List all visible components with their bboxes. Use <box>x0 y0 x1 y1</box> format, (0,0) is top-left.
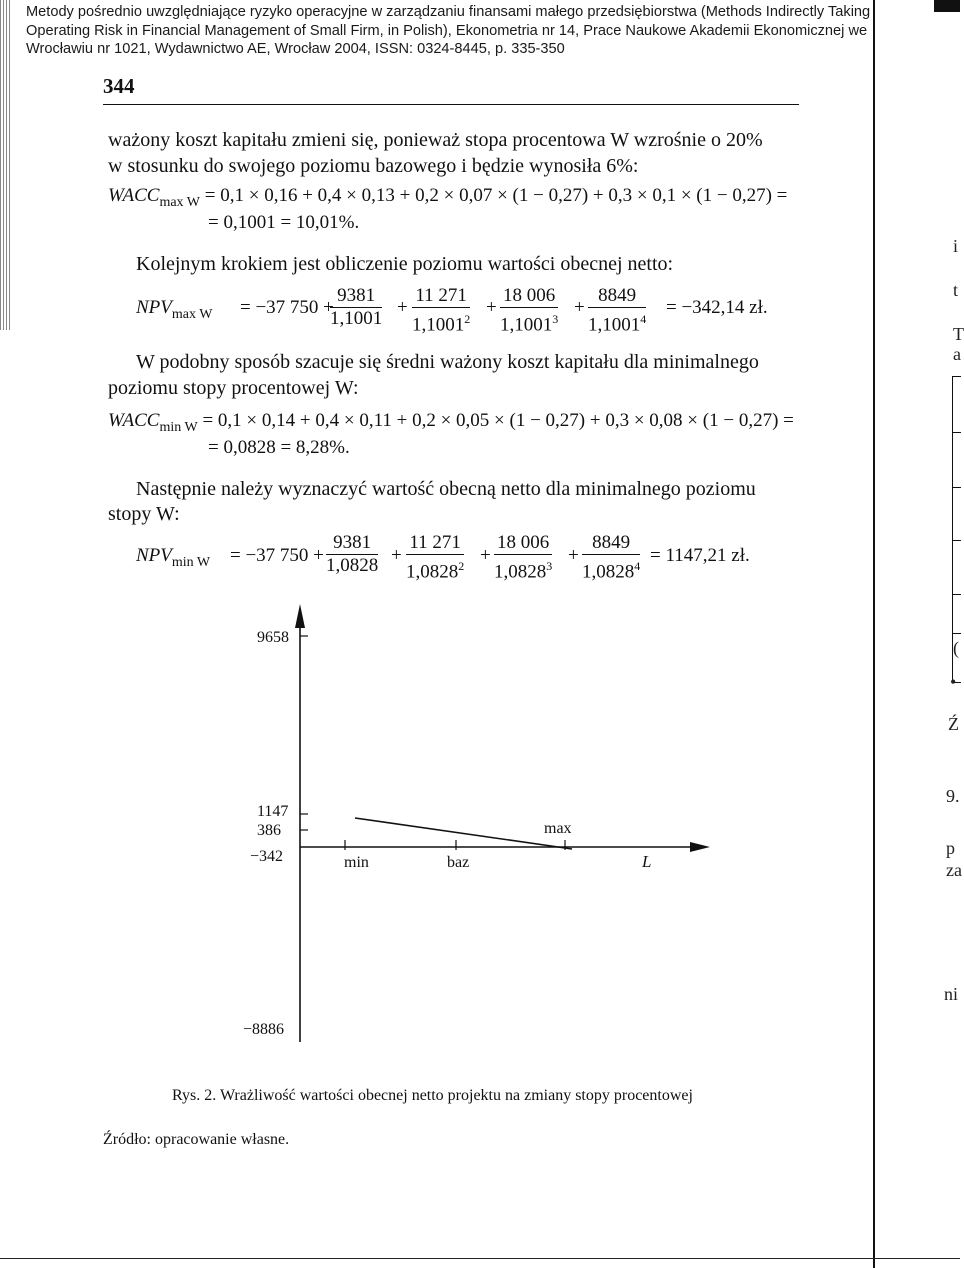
page-number: 344 <box>103 74 135 98</box>
npv-min-prefix: = −37 750 + <box>230 545 324 566</box>
plus-sign: + <box>397 297 408 318</box>
npv-max-term-2-base: 1,1001 <box>412 314 465 336</box>
npv-min-result: = 1147,21 zł. <box>650 545 750 566</box>
npv-min-symbol: NPV <box>136 545 172 566</box>
npv-max-term-1-num: 9381 <box>330 285 382 308</box>
npv-min-term-3-exp: 3 <box>546 559 553 573</box>
y-tick-label-1147: 1147 <box>257 803 289 820</box>
npv-max-term-3-num: 18 006 <box>500 285 558 308</box>
plus-sign: + <box>391 545 402 566</box>
para1-line2: w stosunku do swojego poziomu bazowego i będzie wynosiła 6%: <box>108 155 639 177</box>
right-table-rule <box>952 432 961 433</box>
plus-sign: + <box>568 545 579 566</box>
plus-sign: + <box>486 297 497 318</box>
margin-glyph: t <box>953 280 959 300</box>
y-tick-label-minus-342: −342 <box>250 848 284 865</box>
margin-glyph: Ź <box>948 714 959 734</box>
margin-glyph: 9. <box>946 786 960 806</box>
npv-min-term-2-num: 11 271 <box>406 532 464 555</box>
npv-min-term-2-base: 1,0828 <box>406 561 459 583</box>
citation-line-1: Metody pośrednio uwzględniające ryzyko operacyjne w zarządzaniu finansami małego przedsiębiorstwa (Methods Indirectly Taking <box>26 4 871 20</box>
npv-max-term-2-num: 11 271 <box>412 285 470 308</box>
margin-glyph: ni <box>944 984 959 1004</box>
margin-glyph: • <box>950 672 957 692</box>
npv-max-term-3-base: 1,1001 <box>500 314 553 336</box>
npv-min-term-1-num: 9381 <box>326 532 378 555</box>
para3-line1: W podobny sposób szacuje się średni ważony koszt kapitału dla minimalnego <box>136 351 759 373</box>
x-label-baz: baz <box>447 854 470 871</box>
y-axis-arrow-icon <box>295 604 305 628</box>
wacc-max-lhs: WACC <box>108 185 160 206</box>
npv-min-term-4-exp: 4 <box>634 559 641 573</box>
plus-sign: + <box>574 297 585 318</box>
npv-max-term-4-exp: 4 <box>640 312 647 326</box>
margin-glyph: za <box>946 860 962 880</box>
margin-glyph: ( <box>953 638 959 658</box>
citation-line-2: Operating Risk in Financial Management of Small Firm, in Polish), Ekonometria nr 14, Prace Naukowe Akademii Ekonomicznej we <box>26 22 868 39</box>
para2: Kolejnym krokiem jest obliczenie poziomu wartości obecnej netto: <box>136 253 674 275</box>
wacc-min-rhs2: = 0,0828 = 8,28%. <box>208 437 350 458</box>
right-table-rule <box>952 540 961 541</box>
x-label-min: min <box>344 854 369 871</box>
npv-max-term-3-exp: 3 <box>552 312 559 326</box>
right-table-fragment <box>952 376 961 683</box>
margin-glyph: i <box>953 236 959 256</box>
npv-max-term-4-num: 8849 <box>588 285 646 308</box>
npv-min-term-1-base: 1,0828 <box>326 555 379 576</box>
npv-max-term-4-base: 1,1001 <box>588 314 641 336</box>
npv-max-term-1-base: 1,1001 <box>330 308 383 329</box>
citation-line-3: Wrocławiu nr 1021, Wydawnictwo AE, Wrocław 2004, ISSN: 0324-8445, p. 335-350 <box>26 41 565 58</box>
margin-glyph: a <box>953 344 961 364</box>
para4-line1: Następnie należy wyznaczyć wartość obecną netto dla minimalnego poziomu <box>136 478 756 500</box>
npv-max-result: = −342,14 zł. <box>666 297 768 318</box>
npv-min-sub: min W <box>171 555 211 570</box>
npv-min-term-4-base: 1,0828 <box>582 561 635 583</box>
npv-max-term-2-exp: 2 <box>464 312 471 326</box>
wacc-min-rhs1: = 0,1 × 0,14 + 0,4 × 0,11 + 0,2 × 0,05 × (1 − 0,27) + 0,3 × 0,08 × (1 − 0,27) = <box>202 410 794 431</box>
y-tick-label-386: 386 <box>257 822 281 839</box>
x-axis-arrow-icon <box>690 842 710 852</box>
wacc-max-rhs1: = 0,1 × 0,16 + 0,4 × 0,13 + 0,2 × 0,07 × (1 − 0,27) + 0,3 × 0,1 × (1 − 0,27) = <box>204 185 788 206</box>
margin-glyph: p <box>946 838 955 858</box>
npv-min-term-2-exp: 2 <box>458 559 465 573</box>
right-table-rule <box>952 487 961 488</box>
right-table-rule <box>952 633 961 634</box>
figure-caption: Rys. 2. Wrażliwość wartości obecnej netto projektu na zmiany stopy procentowej <box>172 1087 693 1104</box>
wacc-min-lhs: WACC <box>108 410 160 431</box>
y-tick-label-minus-8886: −8886 <box>243 1021 285 1038</box>
npv-max-sub: max W <box>171 307 213 322</box>
npv-max-prefix: = −37 750 + <box>240 297 334 318</box>
npv-min-term-3-num: 18 006 <box>494 532 552 555</box>
wacc-max-rhs2: = 0,1001 = 10,01%. <box>208 212 360 233</box>
npv-min-term-4-num: 8849 <box>582 532 640 555</box>
para1-line1: ważony koszt kapitału zmieni się, ponieważ stopa procentowa W wzrośnie o 20% <box>108 129 763 151</box>
wacc-max-sub: max W <box>159 195 201 210</box>
npv-max-symbol: NPV <box>136 297 172 318</box>
right-table-rule <box>952 594 961 595</box>
x-label-l: L <box>642 852 652 871</box>
npv-min-term-3-base: 1,0828 <box>494 561 547 583</box>
figure-source: Źródło: opracowanie własne. <box>103 1131 290 1148</box>
wacc-min-sub: min W <box>159 420 198 435</box>
npv-sensitivity-line <box>355 818 572 849</box>
y-tick-label-9658: 9658 <box>257 629 289 646</box>
x-label-max: max <box>544 820 572 837</box>
para4-line2: stopy W: <box>108 503 180 525</box>
margin-glyph: T <box>953 324 964 344</box>
plus-sign: + <box>480 545 491 566</box>
para3-line2: poziomu stopy procentowej W: <box>108 377 359 399</box>
